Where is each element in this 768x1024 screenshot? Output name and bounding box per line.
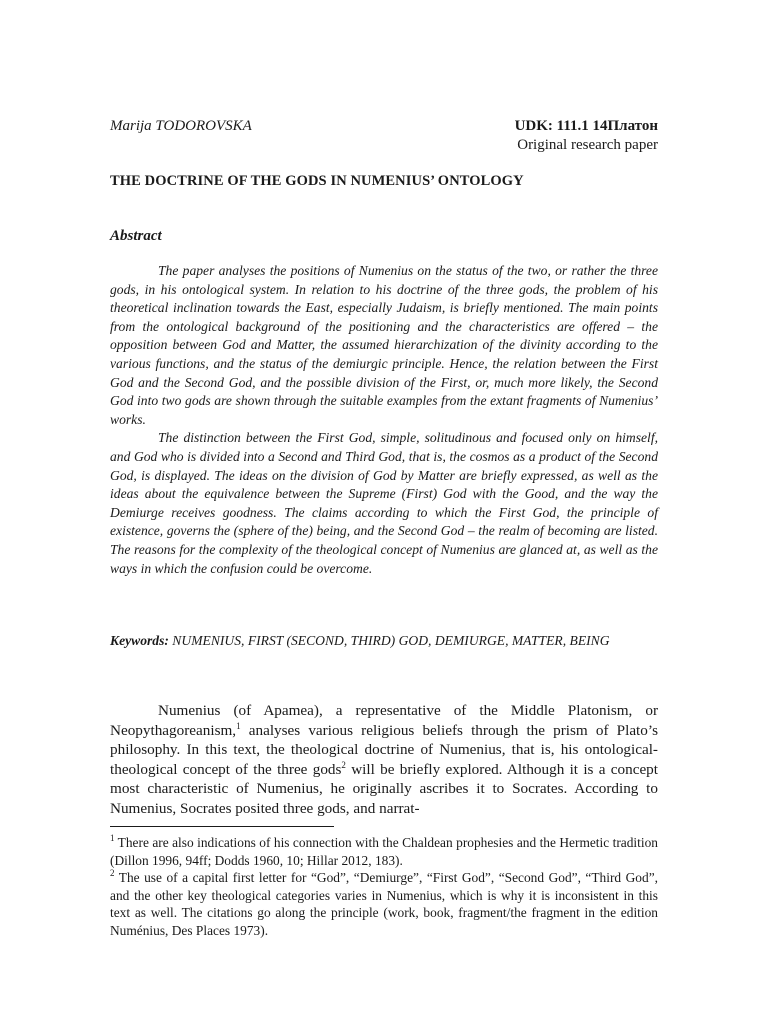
footnote-ref-1[interactable]: 1 — [236, 720, 241, 731]
paper-page — [110, 0, 658, 1024]
body-paragraph — [110, 701, 658, 818]
keywords-label: Keywords: — [110, 633, 169, 648]
body-text-part: will be briefly explored. Although it is a concept most characteristic of Numenius, he originally ascribes it to Socrates. According to Numenius, Socrates posited three gods, and narrat- — [110, 760, 658, 817]
keywords-list: NUMENIUS, FIRST (SECOND, THIRD) GOD, DEMIURGE, MATTER, BEING — [168, 633, 610, 648]
abstract-body — [110, 262, 658, 578]
paper-title: THE DOCTRINE OF THE GODS IN NUMENIUS’ ONTOLOGY — [110, 173, 524, 189]
footnote-marker: 1 — [110, 833, 115, 843]
body-text-part: Numenius (of Apamea), a representative of the Middle Platonism, or Neopythagoreanism, — [110, 702, 658, 739]
abstract-heading: Abstract — [110, 228, 162, 244]
footnote — [110, 869, 658, 939]
author-name: Marija TODOROVSKA — [110, 118, 252, 134]
keywords — [110, 632, 658, 650]
udk-code: UDK: 111.1 14Платон — [514, 118, 658, 134]
footnote-divider — [110, 826, 334, 827]
paper-type: Original research paper — [517, 137, 658, 153]
footnote-marker: 2 — [110, 868, 115, 878]
footnote — [110, 834, 658, 869]
footnote-ref-2[interactable]: 2 — [341, 759, 346, 770]
footnotes — [110, 834, 658, 939]
body-text-part: analyses various religious beliefs through the prism of Plato’s philosophy. In this text, the theological doctrine of Numenius, that is, his ontological-theological concept of the three gods — [110, 721, 658, 778]
abstract-paragraph: The distinction between the First God, simple, solitudinous and focused only on himself, and God who is divided into a Second and Third God, that is, the cosmos as a product of the Second God, is displayed. The ideas on the division of God by Matter are briefly expressed, as well as the ideas about the equivalence between the Supreme (First) God with the Good, and the way the Demiurge receives goodness. The claims according to which the First God, the principle of existence, governs the (sphere of the) being, and the Second God – the realm of becoming are listed. The reasons for the complexity of the theological concept of Numenius are glanced at, as well as the ways in which the confusion could be overcome. — [110, 430, 658, 576]
abstract-paragraph: The paper analyses the positions of Numenius on the status of the two, or rather the three gods, in his ontological system. In relation to his doctrine of the three gods, the problem of his theoretical inclination towards the East, especially Judaism, is briefly mentioned. The main points from the ontological background of the positioning and the characteristics are offered – the opposition between God and Matter, the assumed hierarchization of the divinity according to the various functions, and the status of the demiurgic principle. Hence, the relation between the First God and the Second God, and the possible division of the First, or, much more likely, the Second God into two gods are shown through the suitable examples from the extant fragments of Numenius’ works. — [110, 263, 658, 427]
footnote-text: There are also indications of his connection with the Chaldean prophesies and the Hermetic tradition (Dillon 1996, 94ff; Dodds 1960, 10; Hillar 2012, 183). — [110, 835, 658, 868]
footnote-text: The use of a capital first letter for “God”, “Demiurge”, “First God”, “Second God”, “Third God”, and the other key theological categories varies in Numenius, which is why it is inconsistent in this text as well. The citations go along the principle (work, book, fragment/the fragment in the edition Numénius, Des Places 1973). — [110, 870, 658, 938]
main-text — [110, 701, 658, 818]
